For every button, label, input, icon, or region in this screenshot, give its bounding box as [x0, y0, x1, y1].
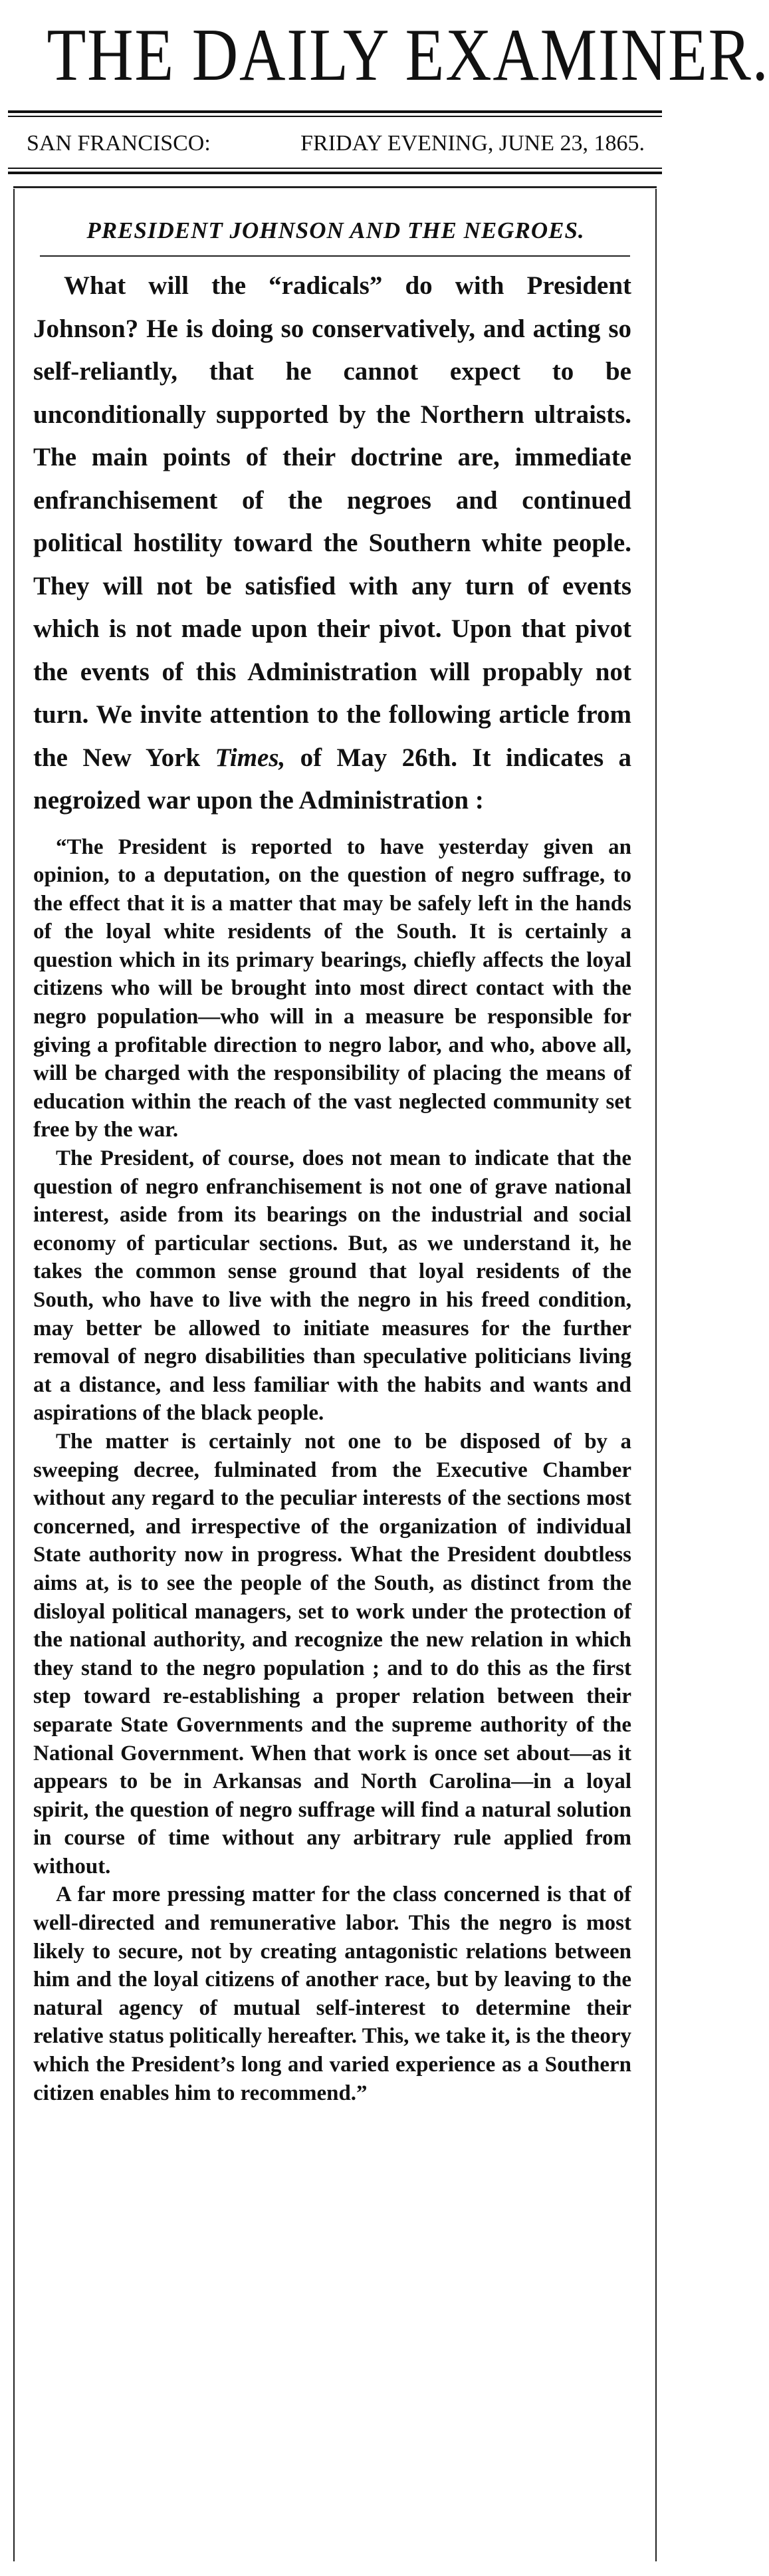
masthead-rule-top-thin — [8, 116, 662, 117]
quote-paragraph: The matter is certainly not one to be disposed of by a sweeping decree, fulminated from the Executive Chamber without any regard to the peculiar interests of the sections most concerned, and irrespective of the organization of individual State authority now in progress. What the President doubtless aims at, is to see the people of the South, as distinct from the disloyal political managers, set to work under the protection of the national authority, and recognize the new relation in which they stand to the negro population ; and to do this as the first step toward re-establishing a proper relation between their separate State Governments and the supreme authority of the National Government. When that work is once set about—as it appears to be in Arkansas and North Carolina—in a loyal spirit, the question of negro suffrage will find a natural solution in course of time without any arbitrary rule applied from without. — [33, 1429, 631, 1878]
quoted-article — [33, 833, 631, 2108]
dateline-rule-thick — [8, 172, 662, 174]
dateline-date: FRIDAY EVENING, JUNE 23, 1865. — [300, 131, 645, 156]
quote-paragraph: A far more pressing matter for the class concerned is that of well-directed and remunerative labor. This the negro is most likely to secure, not by creating antagonistic relations between him and the loyal citizens of another race, but by leaving to the natural agency of mutual self-interest to determine their relative status politically hereafter. This, we take it, is the theory which the President’s long and varied experience as a Southern citizen enables him to recommend.” — [33, 1882, 631, 2105]
lead-italic-times: Times, — [215, 743, 286, 772]
column-frame-top — [13, 186, 657, 188]
quote-paragraph: The President, of course, does not mean to indicate that the question of negro enfranchisement is not one of grave national interest, aside from its bearings on the industrial and social economy of particular sections. But, as we understand it, he takes the common sense ground that loyal residents of the South, who have to live with the negro in his freed condition, may better be allowed to initiate measures for the further removal of negro disabilities than speculative politicians living at a distance, and less familiar with the habits and wants and aspirations of the black people. — [33, 1146, 631, 1426]
headline-rule — [40, 255, 630, 257]
article-lead — [33, 265, 631, 823]
dateline-city: SAN FRANCISCO: — [27, 131, 211, 156]
article-headline: PRESIDENT JOHNSON AND THE NEGROES. — [86, 217, 585, 243]
lead-paragraph — [33, 265, 631, 823]
quote-paragraph: “The President is reported to have yesterday given an opinion, to a deputation, on the question of negro suffrage, to the effect that it is a matter that may be safely left in the hands of the loyal white residents of the South. It is certainly a question which in its primary bearings, chiefly affects the loyal citizens who will be brought into most direct contact with the negro population—who will in a measure be responsible for giving a profitable direction to negro labor, and who, above all, will be charged with the responsibility of placing the means of education within the reach of the vast neglected community set free by the war. — [33, 835, 631, 1142]
dateline — [27, 129, 645, 158]
masthead — [0, 0, 769, 106]
lead-text-1: What will the “radicals” do with President Johnson? He is doing so conservatively, and acting so self-reliantly, that he cannot expect to be unconditionally supported by the Northern ultraists. The main points of their doctrine are, immediate enfranchisement of the negroes and continued political hostility toward the Southern white people. They will not be satisfied with any turn of events which is not made upon their pivot. Upon that pivot the events of this Administration will propably not turn. We invite attention to the following article from the New York — [33, 271, 631, 772]
dateline-rule-thin — [8, 168, 662, 169]
lead-text-2: of May 26th. It indicates a negroized war upon the Administration : — [33, 743, 631, 815]
newspaper-title: THE DAILY EXAMINER. — [47, 14, 769, 96]
masthead-rule-top — [8, 110, 662, 113]
article-body — [33, 265, 631, 2107]
